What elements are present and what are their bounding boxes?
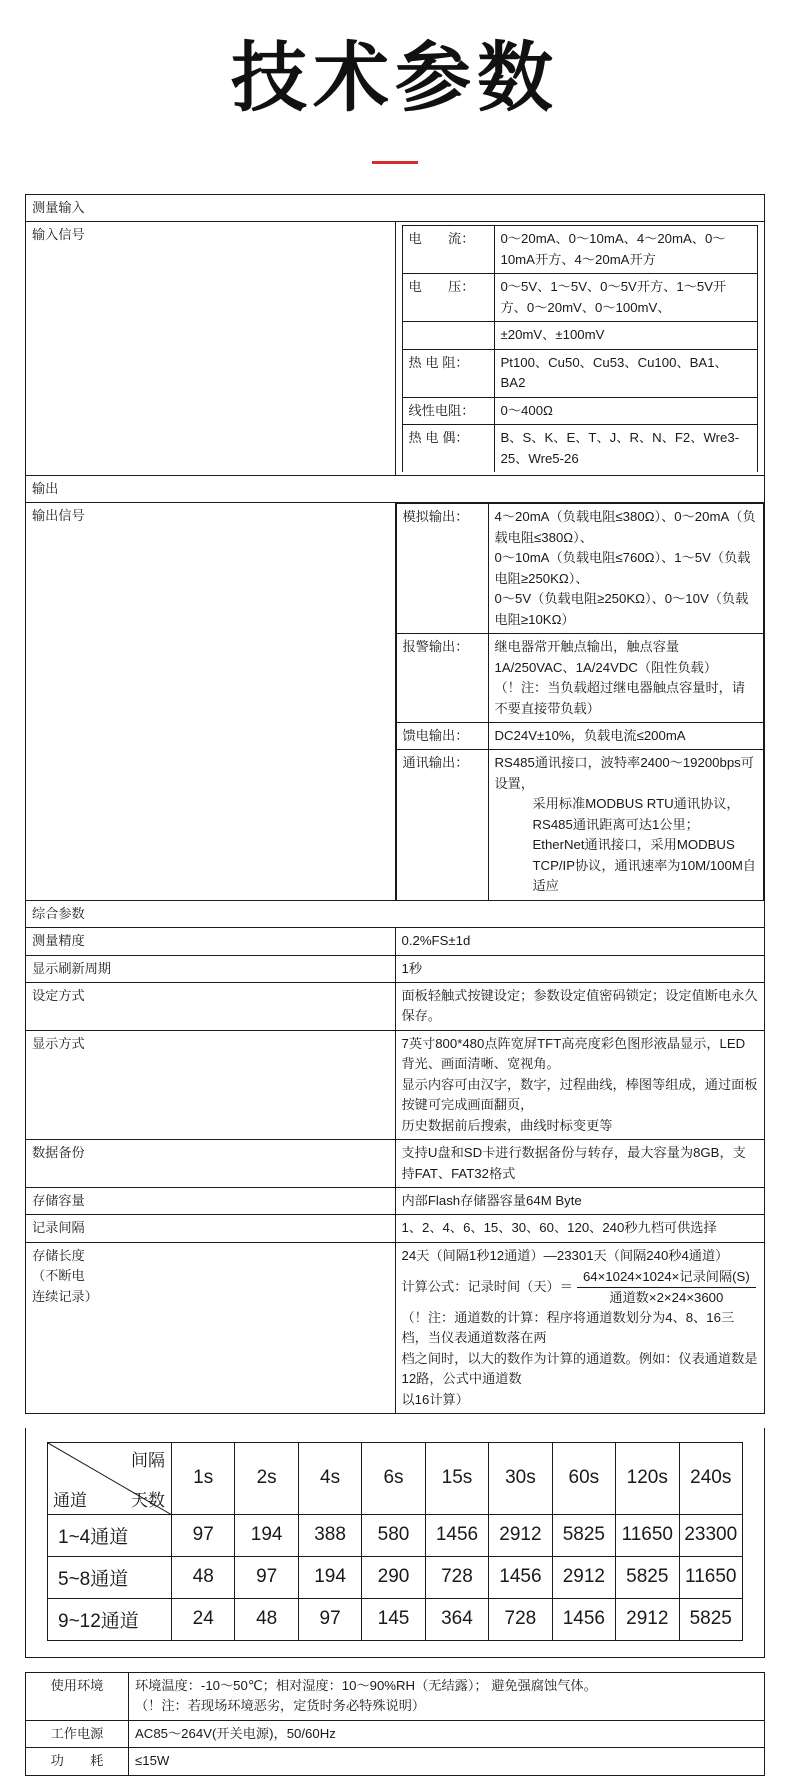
row-label-accuracy: 测量精度 bbox=[26, 928, 396, 955]
row-value-storage-capacity bbox=[395, 1188, 765, 1215]
input-signal-list bbox=[402, 225, 759, 472]
list-item bbox=[402, 322, 758, 349]
output-analog-name: 模拟输出： bbox=[396, 504, 488, 634]
specification-table-wrapper bbox=[25, 194, 765, 1414]
table-row bbox=[26, 955, 765, 982]
matrix-corner-cell bbox=[48, 1442, 172, 1514]
formula-denominator: 通道数×2×24×3600 bbox=[609, 1289, 724, 1305]
row-label-refresh-period: 显示刷新周期 bbox=[26, 955, 396, 982]
title-underline-rule bbox=[372, 161, 418, 164]
row-value-storage-length bbox=[395, 1242, 765, 1413]
input-signal-value-2: ±20mV、±100mV bbox=[494, 322, 758, 349]
table-row bbox=[26, 195, 765, 222]
row-value-accuracy bbox=[395, 928, 765, 955]
matrix-cell: 11650 bbox=[679, 1556, 743, 1598]
output-analog-line-1: 0～10mA（负载电阻≤760Ω）、1～5V（负载电阻≥250KΩ）、 bbox=[494, 550, 751, 586]
table-row bbox=[26, 503, 765, 900]
storage-length-matrix-wrapper bbox=[25, 1428, 765, 1658]
matrix-col-header: 1s bbox=[172, 1442, 235, 1514]
matrix-cell: 290 bbox=[362, 1556, 425, 1598]
row-label-record-interval: 记录间隔 bbox=[26, 1215, 396, 1242]
table-row bbox=[26, 1748, 765, 1775]
matrix-corner-interval-label: 间隔 bbox=[131, 1450, 165, 1470]
input-signal-value-3: Pt100、Cu50、Cu53、Cu100、BA1、BA2 bbox=[494, 349, 758, 397]
power-consumption-line-0: ≤15W bbox=[135, 1753, 170, 1769]
row-value-setting-method bbox=[395, 982, 765, 1030]
storage-length-note-0: （！注：通道数的计算：程序将通道数划分为4、8、16三档，当仪表通道数落在两 bbox=[401, 1309, 735, 1346]
table-row bbox=[26, 1140, 765, 1188]
data-backup-line-0: 支持U盘和SD卡进行数据备份与转存，最大容量为8GB，支持FAT、FAT32格式 bbox=[401, 1145, 746, 1181]
matrix-cell: 23300 bbox=[679, 1514, 743, 1556]
matrix-cell: 728 bbox=[425, 1556, 488, 1598]
matrix-col-header: 6s bbox=[362, 1442, 425, 1514]
output-comm-value bbox=[488, 750, 764, 900]
matrix-col-header: 15s bbox=[425, 1442, 488, 1514]
output-alarm-line-1: （！注：当负载超过继电器触点容量时，请不要直接带负载） bbox=[494, 680, 746, 716]
environment-line-1: （！注：若现场环境恶劣，定货时务必特殊说明） bbox=[135, 1698, 426, 1714]
output-analog-value bbox=[488, 504, 764, 634]
row-value-output-signal bbox=[395, 503, 765, 900]
matrix-cell: 194 bbox=[298, 1556, 361, 1598]
matrix-row-header: 5~8通道 bbox=[48, 1556, 172, 1598]
input-signal-name-0: 电 流： bbox=[402, 226, 494, 274]
matrix-cell: 97 bbox=[298, 1598, 361, 1640]
table-row bbox=[26, 982, 765, 1030]
table-row bbox=[26, 1672, 765, 1720]
input-signal-name-4: 线性电阻： bbox=[402, 397, 494, 424]
input-signal-value-1: 0～5V、1～5V、0～5V开方、1～5V开方、0～20mV、0～100mV、 bbox=[494, 274, 758, 322]
input-signal-name-1: 电 压： bbox=[402, 274, 494, 322]
output-signal-groups bbox=[396, 503, 765, 899]
matrix-row-header: 1~4通道 bbox=[48, 1514, 172, 1556]
list-item bbox=[402, 349, 758, 397]
table-row bbox=[26, 1188, 765, 1215]
matrix-col-header: 240s bbox=[679, 1442, 743, 1514]
input-signal-name-2 bbox=[402, 322, 494, 349]
section-header-measure-input: 测量输入 bbox=[26, 195, 765, 222]
matrix-cell: 2912 bbox=[616, 1598, 679, 1640]
matrix-col-header: 2s bbox=[235, 1442, 298, 1514]
list-item bbox=[402, 226, 758, 274]
storage-length-line-0: 24天（间隔1秒12通道）—23301天（间隔240秒4通道） bbox=[401, 1247, 729, 1263]
environment-table bbox=[25, 1672, 765, 1776]
matrix-cell: 11650 bbox=[616, 1514, 679, 1556]
storage-length-label-0: 存储长度 bbox=[32, 1247, 85, 1263]
matrix-cell: 1456 bbox=[425, 1514, 488, 1556]
table-header-row bbox=[48, 1442, 743, 1514]
power-supply-line-0: AC85～264V(开关电源)，50/60Hz bbox=[135, 1725, 336, 1741]
matrix-cell: 48 bbox=[235, 1598, 298, 1640]
formula-fraction bbox=[577, 1268, 756, 1305]
section-header-general: 综合参数 bbox=[26, 900, 765, 927]
list-item bbox=[402, 397, 758, 424]
row-value-power-consumption bbox=[129, 1748, 765, 1775]
table-row bbox=[26, 1030, 765, 1139]
matrix-cell: 48 bbox=[172, 1556, 235, 1598]
row-label-power-consumption: 功 耗 bbox=[26, 1748, 129, 1775]
list-item bbox=[402, 425, 758, 472]
output-alarm-value bbox=[488, 634, 764, 723]
output-feed-value bbox=[488, 722, 764, 749]
output-analog-line-2: 0～5V（负载电阻≥250KΩ）、0～10V（负载电阻≥10KΩ） bbox=[494, 591, 749, 627]
row-value-refresh-period bbox=[395, 955, 765, 982]
storage-length-label-2: 连续记录） bbox=[32, 1288, 98, 1304]
section-header-output: 输出 bbox=[26, 475, 765, 502]
table-row bbox=[48, 1556, 743, 1598]
matrix-cell: 2912 bbox=[552, 1556, 615, 1598]
storage-length-label-1: （不断电 bbox=[32, 1268, 85, 1284]
list-item bbox=[396, 634, 764, 723]
row-label-storage-capacity: 存储容量 bbox=[26, 1188, 396, 1215]
matrix-corner-days-label: 天数 bbox=[131, 1490, 165, 1510]
storage-length-matrix bbox=[47, 1442, 743, 1641]
row-label-storage-length bbox=[26, 1242, 396, 1413]
refresh-period-line-0: 1秒 bbox=[401, 960, 423, 976]
output-analog-line-0: 4～20mA（负载电阻≤380Ω）、0～20mA（负载电阻≤380Ω）、 bbox=[494, 509, 756, 545]
list-item bbox=[396, 722, 764, 749]
input-signal-value-4: 0～400Ω bbox=[494, 397, 758, 424]
matrix-col-header: 30s bbox=[489, 1442, 552, 1514]
storage-capacity-line-0: 内部Flash存储器容量64M Byte bbox=[401, 1193, 582, 1209]
matrix-col-header: 60s bbox=[552, 1442, 615, 1514]
table-row bbox=[26, 1215, 765, 1242]
matrix-cell: 24 bbox=[172, 1598, 235, 1640]
table-row bbox=[26, 928, 765, 955]
matrix-cell: 97 bbox=[235, 1556, 298, 1598]
row-value-power-supply bbox=[129, 1720, 765, 1747]
output-comm-line-0: RS485通讯接口，波特率2400～19200bps可设置， bbox=[494, 755, 754, 791]
output-feed-name: 馈电输出： bbox=[396, 722, 488, 749]
matrix-cell: 97 bbox=[172, 1514, 235, 1556]
display-method-line-1: 显示内容可由汉字，数字，过程曲线，棒图等组成，通过面板按键可完成画面翻页， bbox=[401, 1076, 758, 1113]
table-row bbox=[48, 1514, 743, 1556]
output-comm-name: 通讯输出： bbox=[396, 750, 488, 900]
matrix-cell: 728 bbox=[489, 1598, 552, 1640]
row-value-input-signal bbox=[395, 222, 765, 476]
row-label-data-backup: 数据备份 bbox=[26, 1140, 396, 1188]
matrix-cell: 145 bbox=[362, 1598, 425, 1640]
matrix-cell: 1456 bbox=[489, 1556, 552, 1598]
list-item bbox=[396, 750, 764, 900]
row-label-input-signal: 输入信号 bbox=[26, 222, 396, 476]
input-signal-name-3: 热 电 阻： bbox=[402, 349, 494, 397]
input-signal-name-5: 热 电 偶： bbox=[402, 425, 494, 472]
storage-length-note-1: 档之间时，以大的数作为计算的通道数。例如：仪表通道数是12路，公式中通道数 bbox=[401, 1350, 758, 1387]
storage-length-note-2: 以16计算） bbox=[401, 1391, 469, 1407]
storage-length-formula bbox=[402, 1268, 759, 1305]
row-value-data-backup bbox=[395, 1140, 765, 1188]
table-row bbox=[26, 1720, 765, 1747]
row-label-output-signal: 输出信号 bbox=[26, 503, 396, 900]
matrix-row-header: 9~12通道 bbox=[48, 1598, 172, 1640]
input-signal-value-0: 0～20mA、0～10mA、4～20mA、0～10mA开方、4～20mA开方 bbox=[494, 226, 758, 274]
matrix-cell: 1456 bbox=[552, 1598, 615, 1640]
matrix-col-header: 4s bbox=[298, 1442, 361, 1514]
matrix-corner-channel-label: 通道 bbox=[53, 1490, 87, 1510]
row-value-record-interval bbox=[395, 1215, 765, 1242]
matrix-cell: 194 bbox=[235, 1514, 298, 1556]
matrix-col-header: 120s bbox=[616, 1442, 679, 1514]
matrix-cell: 5825 bbox=[616, 1556, 679, 1598]
list-item bbox=[396, 504, 764, 634]
output-alarm-name: 报警输出： bbox=[396, 634, 488, 723]
row-value-display-method bbox=[395, 1030, 765, 1139]
environment-line-0: 环境温度：-10～50℃；相对湿度：10～90%RH（无结露）； 避免强腐蚀气体。 bbox=[135, 1677, 597, 1693]
table-row bbox=[26, 222, 765, 476]
output-comm-line-1: 采用标准MODBUS RTU通讯协议，RS485通讯距离可达1公里； bbox=[532, 796, 740, 832]
input-signal-value-5: B、S、K、E、T、J、R、N、F2、Wre3-25、Wre5-26 bbox=[494, 425, 758, 472]
matrix-cell: 5825 bbox=[679, 1598, 743, 1640]
page-title: 技术参数 bbox=[231, 33, 559, 122]
matrix-cell: 388 bbox=[298, 1514, 361, 1556]
accuracy-line-0: 0.2%FS±1d bbox=[401, 933, 471, 949]
output-comm-line-2: EtherNet通讯接口，采用MODBUS TCP/IP协议，通讯速率为10M/100M自适应 bbox=[532, 837, 756, 894]
output-feed-line-0: DC24V±10%，负载电流≤200mA bbox=[494, 727, 686, 743]
formula-prefix: 计算公式：记录时间（天）＝ bbox=[401, 1278, 573, 1294]
row-value-environment bbox=[129, 1672, 765, 1720]
formula-numerator: 64×1024×1024×记录间隔(S) bbox=[577, 1268, 756, 1287]
table-row bbox=[26, 1242, 765, 1413]
record-interval-line-0: 1、2、4、6、15、30、60、120、240秒九档可供选择 bbox=[401, 1220, 717, 1236]
row-label-environment: 使用环境 bbox=[26, 1672, 129, 1720]
display-method-line-0: 7英寸800*480点阵宽屏TFT高亮度彩色图形液晶显示，LED背光、画面清晰、宽视角。 bbox=[401, 1035, 746, 1072]
matrix-cell: 364 bbox=[425, 1598, 488, 1640]
list-item bbox=[402, 274, 758, 322]
display-method-line-2: 历史数据前后搜索，曲线时标变更等 bbox=[401, 1117, 613, 1133]
matrix-cell: 5825 bbox=[552, 1514, 615, 1556]
row-label-setting-method: 设定方式 bbox=[26, 982, 396, 1030]
table-row bbox=[48, 1598, 743, 1640]
matrix-cell: 580 bbox=[362, 1514, 425, 1556]
table-row bbox=[26, 900, 765, 927]
row-label-display-method: 显示方式 bbox=[26, 1030, 396, 1139]
matrix-cell: 2912 bbox=[489, 1514, 552, 1556]
output-alarm-line-0: 继电器常开触点输出，触点容量1A/250VAC、1A/24VDC（阻性负载） bbox=[494, 639, 718, 675]
environment-table-wrapper bbox=[25, 1672, 765, 1776]
specification-table bbox=[25, 194, 765, 1414]
setting-method-line-0: 面板轻触式按键设定；参数设定值密码锁定；设定值断电永久保存。 bbox=[401, 987, 758, 1024]
row-label-power-supply: 工作电源 bbox=[26, 1720, 129, 1747]
table-row bbox=[26, 475, 765, 502]
